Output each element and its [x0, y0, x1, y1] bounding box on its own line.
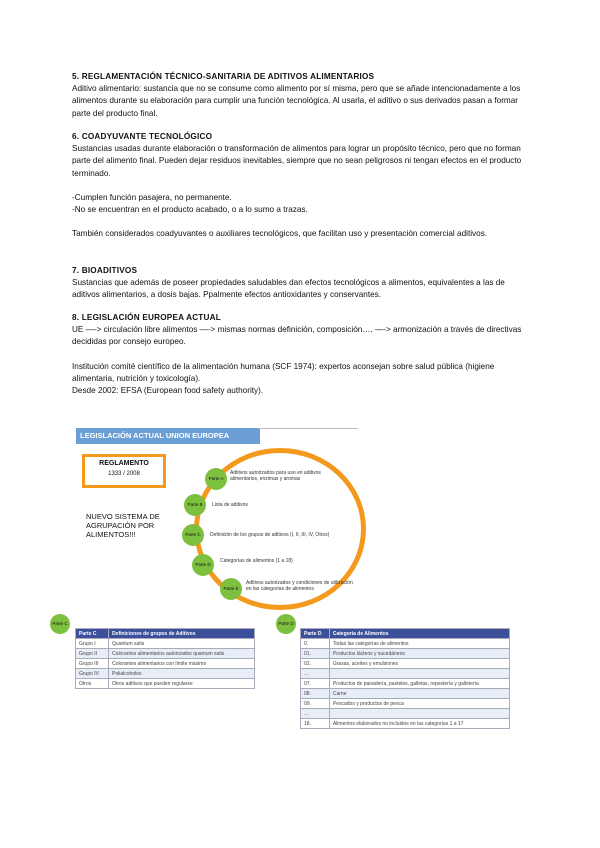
section-8-inst2: Desde 2002: EFSA (European food safety authority). — [72, 386, 264, 396]
table-header — [76, 629, 255, 639]
cell: 08. — [301, 689, 330, 699]
cell: Pescados y productos de pesca — [329, 699, 509, 709]
cell: Polialcoholes — [109, 669, 255, 679]
bullet-1: -Cumplen función pasajera, no permanente. — [72, 192, 232, 202]
cell: Carne — [329, 689, 509, 699]
table-row — [76, 659, 255, 669]
table-c-node: Parte C — [50, 614, 70, 634]
section-6-title: 6. COADYUVANTE TECNOLÓGICO — [72, 132, 213, 141]
part-a-text: Aditivos autorizados para uso en aditivos alimentarios, enzimas y aromas — [230, 470, 321, 482]
reglamento-title: REGLAMENTO — [99, 460, 149, 467]
cell: 0. — [301, 639, 330, 649]
table-part-d — [300, 628, 510, 729]
cell: Grupo III — [76, 659, 109, 669]
table-row — [301, 639, 510, 649]
table-row — [301, 689, 510, 699]
cell: 02. — [301, 659, 330, 669]
section-7-body: Sustancias que además de poseer propiedades saludables dan efectos tecnológicos a alimentos, equivalentes a las de aditivos alimentarios, a dosis bajas. Ppalmente efectos antioxidantes y conservantes. — [72, 278, 505, 300]
cell: Quantum satis — [109, 639, 255, 649]
cell: Grupo IV — [76, 669, 109, 679]
col-header: Categoría de Alimentos — [329, 629, 509, 639]
table-row — [76, 679, 255, 689]
col-header: Parte D — [301, 629, 330, 639]
cell: 07. — [301, 679, 330, 689]
nuevo-line-3: ALIMENTOS!!! — [86, 530, 136, 539]
cell: Otros aditivos que pueden regularse — [109, 679, 255, 689]
section-8-title: 8. LEGISLACIÓN EUROPEA ACTUAL — [72, 313, 221, 322]
table-row — [76, 649, 255, 659]
part-c-text: Definición de los grupos de aditivos (I, II, III, IV, Otros) — [210, 532, 330, 538]
reglamento-number: 1333 / 2008 — [108, 471, 140, 477]
section-8-inst1: Institución comité científico de la alimentación humana (SCF 1974): expertos aconsejan sobre salud pública (higiene alimentaria, nutrición y toxicología). — [72, 361, 495, 383]
slide-divider — [258, 428, 358, 429]
section-7 — [72, 265, 528, 302]
part-c-node: Parte C — [182, 524, 204, 546]
cell: Productos de panadería, pasteles, galletas, repostería y galletería — [329, 679, 509, 689]
table-d-node: Parte D — [276, 614, 296, 634]
section-8-ue: UE —-> circulación libre alimentos —-> mismas normas definición, composición…. —-> armonización a través de directivas decididas por consejo europeo. — [72, 325, 522, 347]
table-row — [301, 669, 510, 679]
part-a-node: Parte A — [205, 468, 227, 490]
cell: Grupo II — [76, 649, 109, 659]
table-row — [301, 699, 510, 709]
nuevo-sistema-text — [86, 512, 160, 539]
cell: Grupo I — [76, 639, 109, 649]
cell — [329, 669, 509, 679]
part-e-node: Parte E — [220, 578, 242, 600]
part-e-text: Aditivos autorizados y condiciones de utilización en las categorías de alimentos — [246, 580, 353, 592]
table-header — [301, 629, 510, 639]
part-b-node: Parte B — [184, 494, 206, 516]
table-row — [301, 659, 510, 669]
slide-banner: LEGISLACIÓN ACTUAL UNION EUROPEA — [76, 428, 260, 444]
part-d-node: Parte D — [192, 554, 214, 576]
cell: Grasas, aceites y emulsiones — [329, 659, 509, 669]
section-8 — [72, 312, 528, 397]
cell: … — [301, 669, 330, 679]
table-part-c — [75, 628, 255, 689]
col-header: Parte C — [76, 629, 109, 639]
nuevo-line-2: AGRUPACIÓN POR — [86, 521, 155, 530]
nuevo-line-1: NUEVO SISTEMA DE — [86, 512, 160, 521]
cell: 01. — [301, 649, 330, 659]
cell — [329, 709, 509, 719]
table-row — [301, 709, 510, 719]
table-row — [301, 649, 510, 659]
cell: Colorantes alimentarios con límite máximo — [109, 659, 255, 669]
cell: … — [301, 709, 330, 719]
cell: Colorantes alimentarios autorizados quantum satis — [109, 649, 255, 659]
part-b-text: Lista de aditivos — [212, 502, 248, 508]
cell: Alimentos elaborados no incluidos en las categorías 1 a 17 — [329, 719, 509, 729]
section-5-body: Aditivo alimentario: sustancia que no se consume como alimento por sí misma, pero que se añade intencionadamente a los alimentos durante su elaboración para cumplir una función tecnológica. Al usarla, el aditivo o sus derivados pasan a formar parte del producto final. — [72, 84, 521, 118]
bullet-2: -No se encuentran en el producto acabado, o a lo sumo a trazas. — [72, 205, 308, 215]
col-header: Definiciones de grupos de Aditivos — [109, 629, 255, 639]
section-6 — [72, 131, 528, 240]
table-row — [76, 639, 255, 649]
section-6-extra: También considerados coadyuvantes o auxiliares tecnológicos, que facilitan uso y presentación comercial aditivos. — [72, 229, 488, 239]
cell: 09. — [301, 699, 330, 709]
section-7-title: 7. BIOADITIVOS — [72, 266, 138, 275]
table-row — [301, 719, 510, 729]
table-row — [301, 679, 510, 689]
table-row — [76, 669, 255, 679]
reglamento-box — [82, 454, 166, 488]
cell: Productos lácteos y sucedáneos — [329, 649, 509, 659]
cell: Todas las categorías de alimentos — [329, 639, 509, 649]
section-5-title: 5. REGLAMENTACIÓN TÉCNICO-SANITARIA DE ADITIVOS ALIMENTARIOS — [72, 72, 375, 81]
section-5 — [72, 71, 528, 120]
section-6-body: Sustancias usadas durante elaboración o transformación de alimentos para lograr un propósito técnico, pero que no forman parte del alimento final. Pueden dejar residuos inevitables, siempre que no sean peligrosos ni tengan efectos en el producto terminado. — [72, 144, 522, 178]
cell: 18. — [301, 719, 330, 729]
part-d-text: Categorías de alimentos (1 a 18) — [220, 558, 293, 564]
cell: Otros — [76, 679, 109, 689]
slide-figure — [72, 418, 372, 608]
